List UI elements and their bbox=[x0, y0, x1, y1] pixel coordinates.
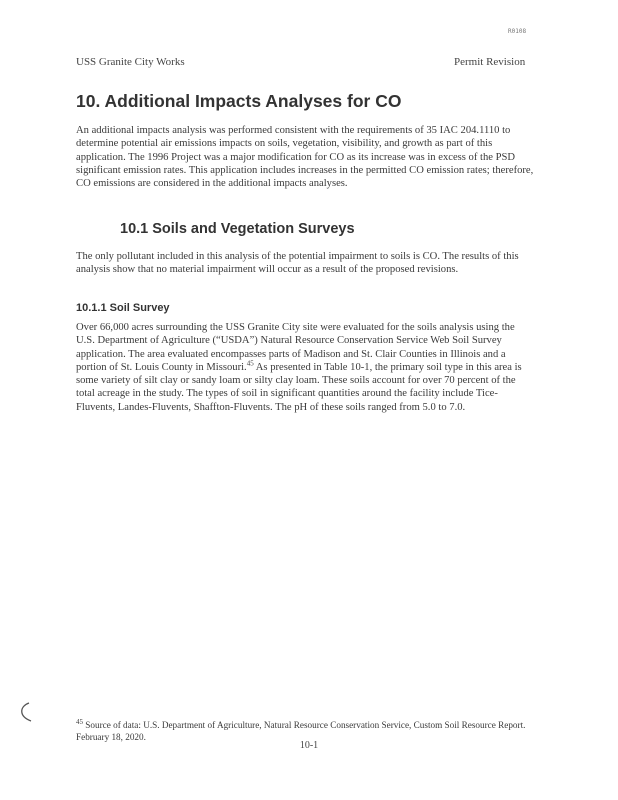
page-number: 10-1 bbox=[299, 740, 319, 751]
footnote-reference[interactable]: 45 bbox=[246, 359, 254, 368]
header-facility-name: USS Granite City Works bbox=[76, 56, 185, 68]
document-stamp: R0108 bbox=[508, 28, 527, 35]
scan-arc-mark bbox=[17, 702, 33, 722]
soil-survey-text-part2: As presented in Table 10-1, the primary soil type in this area is some variety of silt clay or sandy loam or silty clay loam. These soils account for over 70 percent of the total acreage in the study. The types of soil in significant quantities around the facility include Tice-Fluvents, Landes-Fluvents, Shaffton-Fluvents. The pH of these soils ranged from 5.0 to 7.0. bbox=[76, 361, 522, 413]
chapter-title: 10. Additional Impacts Analyses for CO bbox=[76, 91, 402, 111]
soil-survey-paragraph bbox=[76, 321, 536, 414]
section-title: 10.1 Soils and Vegetation Surveys bbox=[120, 221, 355, 237]
subsection-title: 10.1.1 Soil Survey bbox=[76, 302, 170, 314]
intro-paragraph: An additional impacts analysis was performed consistent with the requirements of 35 IAC 204.1110 to determine potential air emissions impacts on soils, vegetation, visibility, and growth as part of this application. The 1996 Project was a major modification for CO as its increase was in excess of the PSD significant emission rates. This application includes increases in the permitted CO emission rates; therefore, CO emissions are considered in the additional impacts analyses. bbox=[76, 125, 534, 190]
header-document-type: Permit Revision bbox=[454, 56, 526, 68]
footnote-text: Source of data: U.S. Department of Agriculture, Natural Resource Conservation Service, Custom Soil Resource Report. February 18, 2020. bbox=[76, 720, 526, 742]
soil-survey-text-part1: Over 66,000 acres surrounding the USS Granite City site were evaluated for the soils analysis using the U.S. Department of Agriculture (“USDA”) Natural Resource Conservation Service Web Soil Survey application. The area evaluated encompasses parts of Madison and St. Clair Counties in Illinois and a portion of St. Louis County in Missouri. bbox=[76, 322, 515, 373]
footnote-marker: 45 bbox=[76, 717, 83, 726]
section-paragraph: The only pollutant included in this analysis of the potential impairment to soils is CO. The results of this analysis show that no material impairment will occur as a result of the proposed revisions. bbox=[76, 251, 519, 276]
